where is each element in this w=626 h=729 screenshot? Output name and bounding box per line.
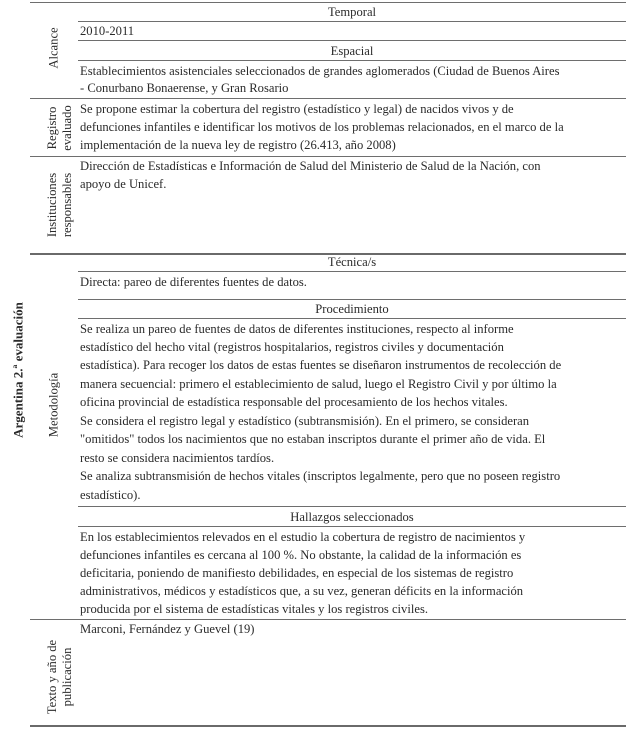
instituciones-label-line2: responsables <box>60 172 74 238</box>
temporal-header: Temporal <box>327 5 377 19</box>
rule-temporal-value-bottom <box>78 40 626 41</box>
espacial-line-1: Establecimientos asistenciales seleccionados de grandes aglomerados (Ciudad de Buenos Aires <box>80 64 560 78</box>
espacial-header: Espacial <box>330 44 374 58</box>
instituciones-label-line1: Instituciones <box>45 172 59 238</box>
rule-procedimiento-bottom <box>78 506 626 507</box>
instituciones-line-1: Dirección de Estadísticas e Información de Salud del Ministerio de Salud de la Nación, con <box>80 159 541 173</box>
tecnica-header: Técnica/s <box>327 255 377 269</box>
procedimiento-line-8: resto se considera nacimientos tardíos. <box>80 451 275 465</box>
hallazgos-line-3: deficitaria, poniendo de manifiesto debilidades, en especial de los sistemas de registro <box>80 566 514 580</box>
procedimiento-line-2: estadístico del hecho vital (registros hospitalarios, registros civiles y documentación <box>80 340 504 354</box>
procedimiento-line-5: oficina provincial de estadística responsable del procesamiento de los hechos vitales. <box>80 395 508 409</box>
temporal-value: 2010-2011 <box>80 24 135 38</box>
registro-line-1: Se propone estimar la cobertura del registro (estadístico y legal) de nacidos vivos y de <box>80 102 514 116</box>
hallazgos-line-2: defunciones infantiles es cercana al 100 %. No obstante, la calidad de la información es <box>80 548 522 562</box>
registro-label-line2: evaluado <box>60 105 74 151</box>
procedimiento-line-7: "omitidos" todos los nacimientos que no estaban inscriptos durante el primer año de vida. El <box>80 432 546 446</box>
hallazgos-line-5: producida por el sistema de estadísticas vitales y los registros civiles. <box>80 602 428 616</box>
procedimiento-line-6: Se considera el registro legal y estadístico (subtransmisión). En el primero, se consideran <box>80 414 530 428</box>
texto-label-line1: Texto y año de <box>45 639 59 715</box>
procedimiento-line-1: Se realiza un pareo de fuentes de datos de diferentes instituciones, respecto al informe <box>80 322 514 336</box>
procedimiento-header: Procedimiento <box>315 302 389 316</box>
hallazgos-header: Hallazgos seleccionados <box>290 510 414 524</box>
registro-label <box>45 105 75 150</box>
rule-alcance-bottom <box>30 98 626 99</box>
hallazgos-line-1: En los establecimientos relevados en el estudio la cobertura de registro de nacimientos y <box>80 530 526 544</box>
procedimiento-line-3: estadística). Para recoger los datos de estas fuentes se diseñaron instrumentos de recolección de <box>80 358 562 372</box>
instituciones-label <box>45 173 75 237</box>
table-bottom-rule <box>30 725 626 727</box>
texto-label-line2: publicación <box>60 647 74 707</box>
procedimiento-line-10: estadístico). <box>80 488 141 502</box>
row-group-label: Argentina 2.ª evaluación <box>10 302 26 438</box>
metodologia-label: Metodología <box>46 372 61 438</box>
texto-label <box>45 640 75 714</box>
procedimiento-line-9: Se analiza subtransmisión de hechos vitales (inscriptos legalmente, pero que no poseen registro <box>80 469 561 483</box>
tecnica-value: Directa: pareo de diferentes fuentes de datos. <box>80 275 307 289</box>
hallazgos-line-4: administrativos, médicos y estadísticos que, a su vez, generan déficits en la información <box>80 584 524 598</box>
texto-value: Marconi, Fernández y Guevel (19) <box>80 622 255 636</box>
registro-label-line1: Registro <box>45 106 59 150</box>
alcance-label: Alcance <box>46 27 61 69</box>
registro-line-2: defunciones infantiles e identificar los motivos de los problemas relacionados, en el marco de la <box>80 120 564 134</box>
procedimiento-line-4: manera secuencial: primero el establecimiento de salud, luego el Registro Civil y por último la <box>80 377 557 391</box>
instituciones-line-2: apoyo de Unicef. <box>80 177 167 191</box>
espacial-line-2: - Conurbano Bonaerense, y Gran Rosario <box>80 81 289 95</box>
registro-line-3: implementación de la nueva ley de registro (26.413, año 2008) <box>80 138 396 152</box>
